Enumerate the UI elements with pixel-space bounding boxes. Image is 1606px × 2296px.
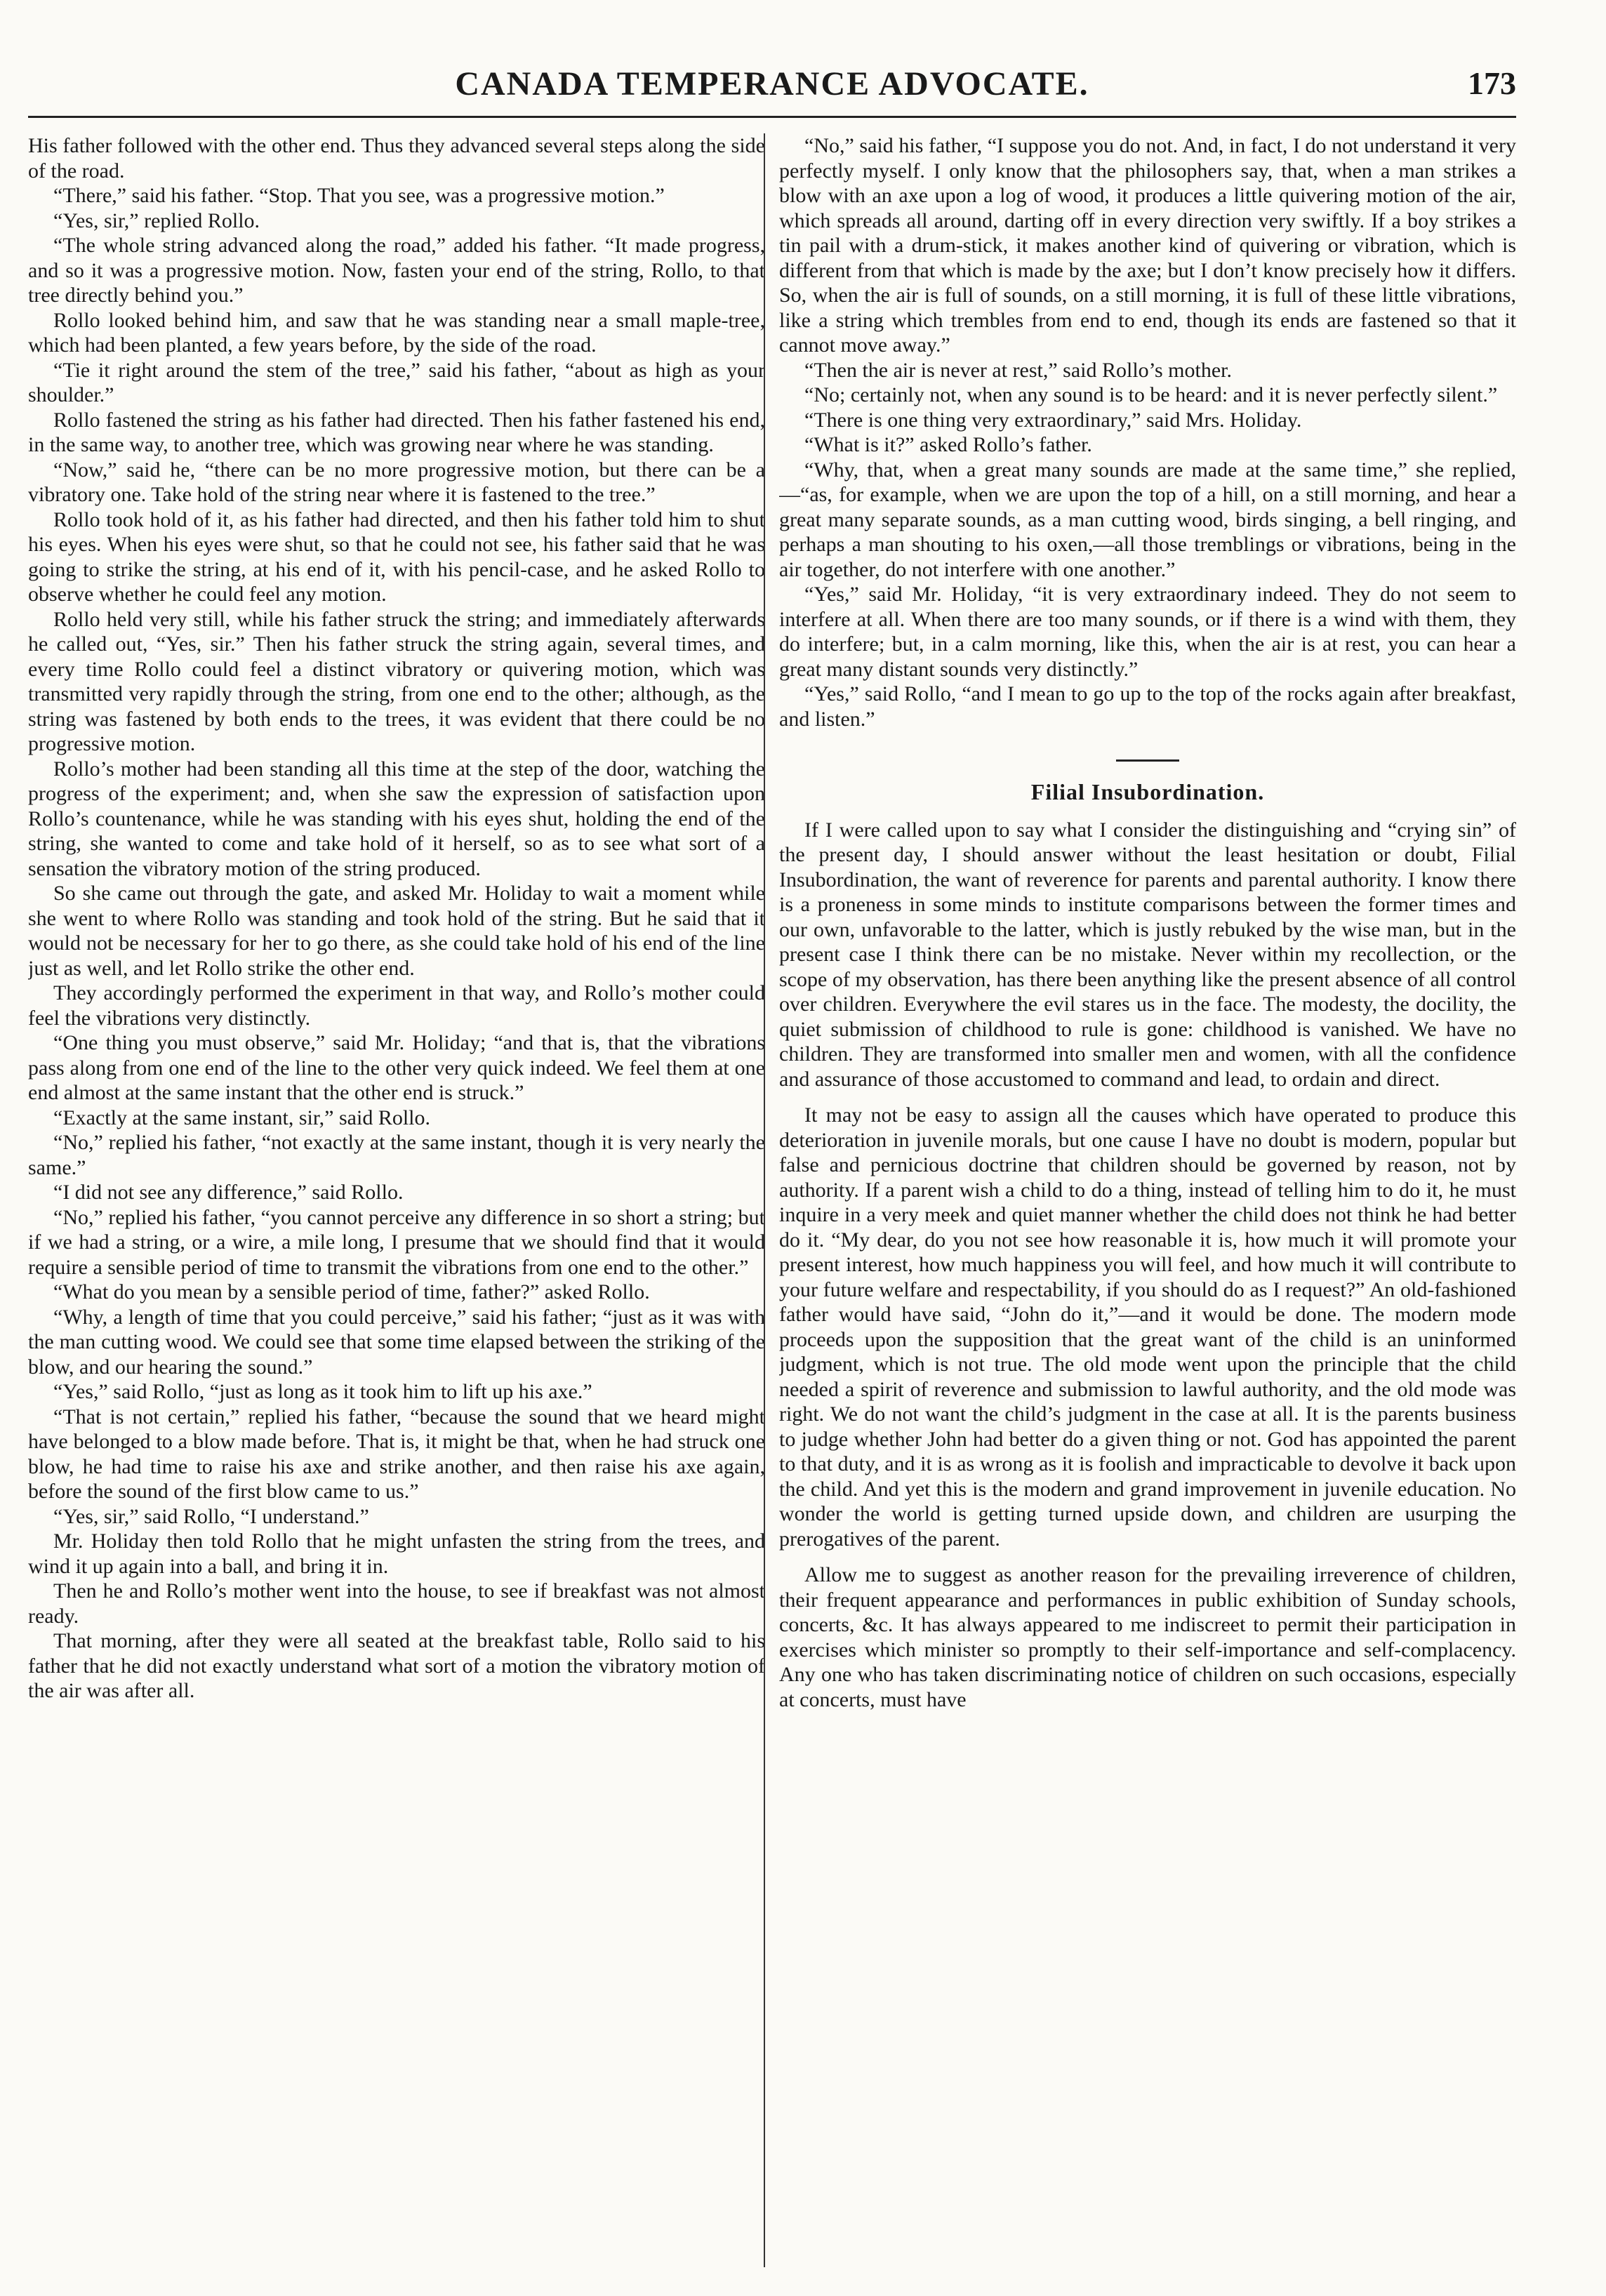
paragraph-gap (779, 1551, 1516, 1562)
paragraph: Mr. Holiday then told Rollo that he might unfasten the string from the trees, and wind it up again into a ball, and bring it in. (28, 1529, 765, 1578)
masthead-title: CANADA TEMPERANCE ADVOCATE. (455, 65, 1089, 102)
paragraph: “Yes,” said Rollo, “just as long as it took him to lift up his axe.” (53, 1380, 592, 1403)
section-divider-rule (1116, 759, 1179, 762)
paragraph: “What is it?” asked Rollo’s father. (804, 433, 1092, 456)
paragraph: Rollo looked behind him, and saw that he was standing near a small maple-tree, which had been planted, a few years before, by the side of the road. (28, 308, 765, 357)
paragraph: Rollo took hold of it, as his father had directed, and then his father told him to shut his eyes. When his eyes were shut, so that he could not see, his father said that he was going to strike the string, at his end of it, with his pencil-case, and he asked Rollo to observe whether he could feel any motion. (28, 507, 765, 606)
paragraph: “No,” replied his father, “not exactly at the same instant, though it is very nearly the same.” (28, 1131, 765, 1179)
header-rule (28, 116, 1516, 118)
paragraph: Rollo fastened the string as his father had directed. Then his father fastened his end, in the same way, to another tree, which was growing near where he was standing. (28, 408, 765, 456)
paragraph: “Then the air is never at rest,” said Rollo’s mother. (804, 358, 1232, 382)
paragraph: “Exactly at the same instant, sir,” said Rollo. (53, 1106, 430, 1129)
paragraph: “No,” said his father, “I suppose you do not. And, in fact, I do not understand it very perfectly myself. I only know that the philosophers say, that, when a man strikes a blow with an axe upon a log of wood, it produces a little quivering motion of the air, which spreads all around, darting off in every direction very swiftly. If a boy strikes a tin pail with a drum-stick, it makes another kind of quivering or vibration, which is different from that which is made by the axe; but I don’t know precisely how it differs. So, when the air is full of sounds, on a still morning, it is full of these little vibrations, like a string which trembles from end to end, though its ends are fastened so that it cannot move away.” (779, 134, 1516, 357)
paragraph: “There,” said his father. “Stop. That you see, was a progressive motion.” (53, 184, 665, 207)
paragraph: His father followed with the other end. Thus they advanced several steps along the side of the road. (28, 134, 765, 183)
paragraph: “No,” replied his father, “you cannot perceive any difference in so short a string; but if we had a string, or a wire, a mile long, I presume that we should find that it would require a sensible period of time to transmit the vibrations from one end to the other.” (28, 1205, 765, 1279)
paragraph: “Yes, sir,” said Rollo, “I understand.” (53, 1504, 369, 1528)
paragraph: “Yes,” said Mr. Holiday, “it is very extraordinary indeed. They do not seem to interfere at all. When there are too many sounds, or if there is a wind with them, they do interfere; but, in a calm morning, like this, when the air is at rest, you can hear a great many distant sounds very distinctly.” (779, 583, 1516, 681)
paragraph: “Tie it right around the stem of the tree,” said his father, “about as high as your shoulder.” (28, 358, 765, 406)
paragraph: “Why, a length of time that you could perceive,” said his father; “just as it was with the man cutting wood. We could see that some time elapsed between the striking of the blow, and our hearing the sound.” (28, 1305, 765, 1379)
column-divider (764, 133, 765, 2267)
paragraph: “Now,” said he, “there can be no more progressive motion, but there can be a vibratory one. Take hold of the string near where it is fastened to the tree.” (28, 458, 765, 506)
paragraph: “What do you mean by a sensible period of time, father?” asked Rollo. (53, 1280, 650, 1303)
paragraph: “One thing you must observe,” said Mr. Holiday; “and that is, that the vibrations pass along from one end of the line to the other very quick indeed. We feel them at one end almost at the same instant that the other end is struck.” (28, 1031, 765, 1104)
paragraph: Rollo held very still, while his father struck the string; and immediately afterwards he called out, “Yes, sir.” Then his father struck the string again, several times, and every time Rollo could feel a distinct vibratory or quivering motion, which was transmitted very rapidly through the string, from one end to the other; although, as the string was fastened by both ends to the trees, it was evident that there could be no progressive motion. (28, 607, 765, 755)
paragraph: So she came out through the gate, and asked Mr. Holiday to wait a moment while she went to where Rollo was standing and took hold of the string. But he said that it would not be necessary for her to go there, as she could take hold of his end of the line just as well, and let Rollo strike the other end. (28, 882, 765, 980)
right-column (779, 133, 1516, 2267)
paragraph: If I were called upon to say what I consider the distinguishing and “crying sin” of the present day, I should answer without the least hesitation or doubt, Filial Insubordination, the want of reverence for parents and parental authority. I know there is a proneness in some minds to institute comparisons between the former times and our own, unfavorable to the latter, which is justly rebuked by the wise man, but in the present case I think there can be no mistake. Never within my recollection, or the scope of my observation, has there been anything like the present absence of all control over children. Everywhere the evil stares us in the face. The modesty, the docility, the quiet submission of childhood to rule is gone: childhood is vanished. We have no children. They are transformed into smaller men and women, with all the confidence and assurance of those accustomed to command and lead, to ordain and direct. (779, 818, 1516, 1091)
paragraph: “Yes, sir,” replied Rollo. (53, 208, 260, 232)
paragraph-gap (779, 1091, 1516, 1103)
left-column (28, 133, 765, 2267)
page-header (28, 55, 1516, 118)
paragraph: It may not be easy to assign all the causes which have operated to produce this deterioration in juvenile morals, but one cause I have no doubt is modern, popular but false and pernicious doctrine that children should be governed by reason, not by authority. If a parent wish a child to do a thing, instead of telling him to do it, he must inquire in a very meek and quiet manner whether the child does not think he had better do it. “My dear, do you not see how reasonable it is, how much it will promote your present interest, how much happiness you will feel, and how much it will contribute to your future welfare and respectability, if you should do as I request?” An old-fashioned father would have said, “John do it,”—and it would be done. The modern mode proceeds upon the supposition that the great want of the child is an uninformed judgment, which is not true. The old mode went upon the principle that the child needed a spirit of reverence and submission to lawful authority, and the old mode was right. We do not want the child’s judgment in the case at all. It is the parents business to judge whether John had better do a given thing or not. God has appointed the parent to that duty, and it is as wrong as it is foolish and impracticable to devolve it back upon the child. And yet this is the modern and grand improvement in juvenile education. No wonder the world is getting turned upside down, and children are usurping the prerogatives of the parent. (779, 1103, 1516, 1551)
paragraph: “That is not certain,” replied his father, “because the sound that we heard might have belonged to a blow made before. That is, it might be that, when he had struck one blow, he had time to raise his axe and strike another, and then raise his axe again, before the sound of the first blow came to us.” (28, 1405, 765, 1503)
filial-insubordination-article (779, 818, 1516, 1713)
paragraph: Then he and Rollo’s mother went into the house, to see if breakfast was not almost ready. (28, 1579, 765, 1628)
page-number: 173 (1468, 65, 1516, 101)
right-column-story-continuation (779, 133, 1516, 731)
paragraph: “I did not see any difference,” said Rollo. (53, 1181, 404, 1204)
paragraph: “Yes,” said Rollo, “and I mean to go up to the top of the rocks again after breakfast, and listen.” (779, 682, 1516, 731)
section-heading: Filial Insubordination. (1030, 779, 1265, 804)
paragraph: “Why, that, when a great many sounds are made at the same time,” she replied,—“as, for example, when we are upon the top of a hill, on a still morning, and hear a great many separate sounds, as a man cutting wood, birds singing, a bell ringing, and perhaps a man shouting to his oxen,—all those tremblings or vibrations, being in the air together, do not interfere with one another.” (779, 458, 1516, 581)
paragraph: That morning, after they were all seated at the breakfast table, Rollo said to his father that he did not exactly understand what sort of a motion the vibratory motion of the air was after all. (28, 1629, 765, 1702)
paragraph: “No; certainly not, when any sound is to be heard: and it is never perfectly silent.” (804, 383, 1498, 406)
paragraph: “There is one thing very extraordinary,” said Mrs. Holiday. (804, 408, 1302, 432)
paragraph: Rollo’s mother had been standing all this time at the step of the door, watching the progress of the experiment; and, when she saw the expression of satisfaction upon Rollo’s countenance, while he was standing with his eyes shut, holding the end of the string, she wanted to come and take hold of it herself, so as to see what sort of a sensation the vibratory motion of the string produced. (28, 757, 765, 880)
paragraph: Allow me to suggest as another reason for the prevailing irreverence of children, their frequent appearance and performances in public exhibition of Sunday schools, concerts, &c. It has always appeared to me indiscreet to permit their participation in exercises which minister so promptly to their self-importance and self-complacency. Any one who has taken discriminating notice of children on such occasions, especially at concerts, must have (779, 1563, 1516, 1711)
paragraph: They accordingly performed the experiment in that way, and Rollo’s mother could feel the vibrations very distinctly. (28, 981, 765, 1030)
paragraph: “The whole string advanced along the road,” added his father. “It made progress, and so it was a progressive motion. Now, fasten your end of the string, Rollo, to that tree directly behind you.” (28, 234, 765, 307)
